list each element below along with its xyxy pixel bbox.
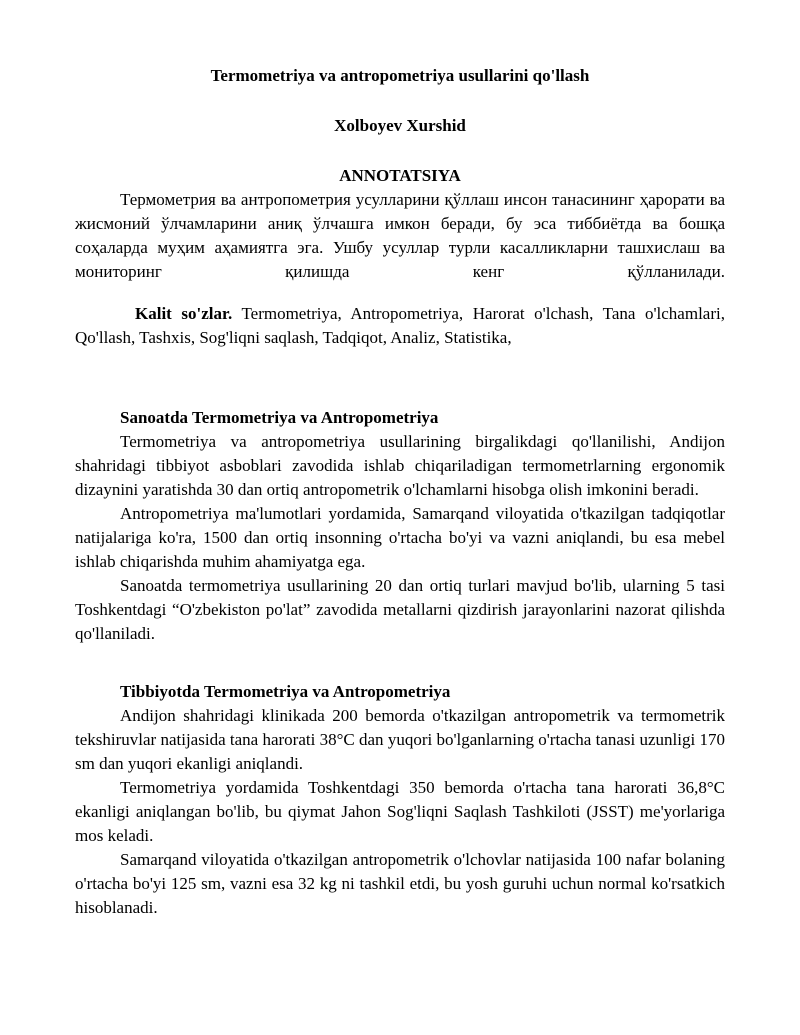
keywords-paragraph bbox=[75, 302, 725, 350]
industry-paragraph-3: Sanoatda termometriya usullarining 20 dan ortiq turlari mavjud bo'lib, ularning 5 tasi Toshkentdagi “O'zbekiston po'lat” zavodida metallarni qizdirish jarayonlarini nazorat qilishda qo'llaniladi. bbox=[75, 576, 725, 643]
annotation-paragraph: Термометрия ва антропометрия усулларини қўллаш инсон танасининг ҳарорати ва жисмоний ўлчамларини аниқ ўлчашга имкон беради, бу эса тиббиётда ва бошқа соҳаларда муҳим аҳамиятга эга. Ушбу усуллар турли касалликларни ташхислаш ва мониторинг қилишда кенг қўлланилади. bbox=[75, 190, 725, 281]
section-heading-medicine: Tibbiyotda Termometriya va Antropometriya bbox=[120, 682, 451, 701]
medicine-paragraph-2: Termometriya yordamida Toshkentdagi 350 bemorda o'rtacha tana harorati 36,8°C ekanligi aniqlangan bo'lib, bu qiymat Jahon Sog'liqni Saqlash Tashkiloti (JSST) me'yorlariga mos keladi. bbox=[75, 778, 725, 845]
industry-paragraph-2: Antropometriya ma'lumotlari yordamida, Samarqand viloyatida o'tkazilgan tadqiqotlar natijalariga ko'ra, 1500 dan ortiq insonning o'rtacha bo'yi va vazni aniqlandi, bu esa mebel ishlab chiqarishda muhim ahamiyatga ega. bbox=[75, 504, 725, 571]
section-heading-industry: Sanoatda Termometriya va Antropometriya bbox=[120, 408, 439, 427]
annotation-heading: ANNOTATSIYA bbox=[339, 166, 461, 185]
keywords-list: Termometriya, Antropometriya, Harorat o'lchash, Tana o'lchamlari, Qo'llash, Tashxis, Sog'liqni saqlash, Tadqiqot, Analiz, Statistika, bbox=[75, 304, 725, 347]
author-name: Xolboyev Xurshid bbox=[334, 116, 466, 135]
medicine-paragraph-1: Andijon shahridagi klinikada 200 bemorda o'tkazilgan antropometrik va termometrik tekshiruvlar natijasida tana harorati 38°C dan yuqori bo'lganlarning o'rtacha tanasi uzunligi 170 sm dan yuqori ekanligi aniqlandi. bbox=[75, 706, 725, 773]
industry-paragraph-1: Termometriya va antropometriya usullarining birgalikdagi qo'llanilishi, Andijon shahridagi tibbiyot asboblari zavodida ishlab chiqariladigan termometrlarning ergonomik dizaynini yaratishda 30 dan ortiq antropometrik o'lchamlarni hisobga olish imkonini beradi. bbox=[75, 432, 725, 499]
paper-title: Termometriya va antropometriya usullarini qo'llash bbox=[210, 66, 590, 85]
keywords-label: Kalit so'zlar. bbox=[135, 304, 233, 323]
medicine-paragraph-3: Samarqand viloyatida o'tkazilgan antropometrik o'lchovlar natijasida 100 nafar bolaning o'rtacha bo'yi 125 sm, vazni esa 32 kg ni tashkil etdi, bu yosh guruhi uchun normal ko'rsatkich hisoblanadi. bbox=[75, 850, 725, 917]
